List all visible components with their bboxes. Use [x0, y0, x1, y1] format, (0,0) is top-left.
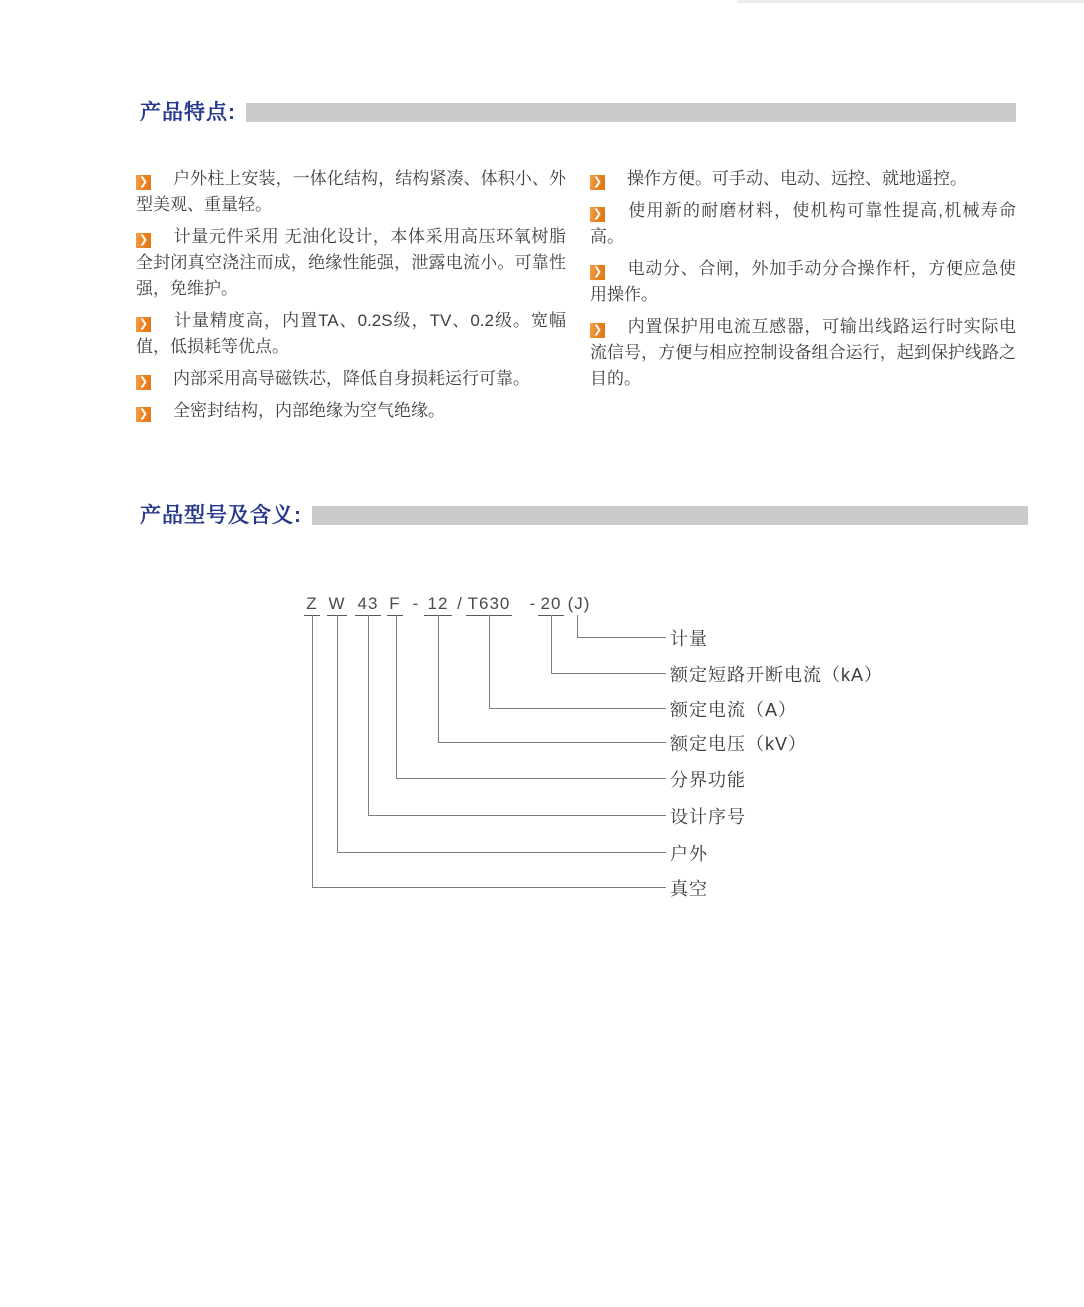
feature-item: [136, 166, 566, 218]
diagram-horizontal-line: [396, 778, 666, 779]
model-code-segment: F: [387, 594, 403, 616]
model-code-segment: W: [327, 594, 347, 616]
chevron-right-icon: ❯: [136, 233, 151, 248]
feature-item: [590, 198, 1016, 250]
diagram-label: 额定电压（kV）: [670, 734, 808, 754]
chevron-right-icon: ❯: [590, 207, 605, 222]
diagram-label: 分界功能: [670, 770, 746, 790]
model-code-segment: /: [457, 594, 463, 613]
features-section-header: [140, 96, 1016, 126]
model-designation-diagram: [280, 588, 1040, 918]
features-right-column: [590, 166, 1016, 430]
diagram-horizontal-line: [577, 637, 666, 638]
feature-item: [590, 314, 1016, 392]
feature-text: 户外柱上安装，一体化结构，结构紧凑、体积小、外型美观、重量轻。: [136, 169, 566, 214]
feature-item: [136, 224, 566, 302]
feature-text: 计量元件采用 无油化设计，本体采用高压环氧树脂全封闭真空浇注而成，绝缘性能强，泄露电流小。可靠性强，免维护。: [136, 227, 566, 298]
diagram-vertical-line: [312, 615, 313, 888]
model-code-segment: 12: [424, 594, 452, 616]
model-section-title: 产品型号及含义:: [140, 504, 302, 527]
features-section-title: 产品特点:: [140, 101, 236, 124]
diagram-label: 户外: [670, 844, 708, 864]
features-columns: [136, 166, 1016, 430]
diagram-vertical-line: [438, 615, 439, 743]
feature-text: 电动分、合闸，外加手动分合操作杆，方便应急使用操作。: [590, 259, 1016, 304]
feature-text: 内置保护用电流互感器，可输出线路运行时实际电流信号，方便与相应控制设备组合运行，起到保护线路之目的。: [590, 317, 1016, 388]
diagram-horizontal-line: [337, 852, 666, 853]
diagram-vertical-line: [368, 615, 369, 816]
model-code-segment: (J): [567, 594, 591, 613]
diagram-vertical-line: [396, 615, 397, 779]
chevron-right-icon: ❯: [590, 175, 605, 190]
diagram-label: 计量: [670, 629, 708, 649]
page-top-strip: [737, 0, 1084, 3]
diagram-vertical-line: [577, 615, 578, 638]
model-code-segment: T630: [466, 594, 512, 616]
diagram-label: 额定短路开断电流（kA）: [670, 665, 884, 685]
model-code-segment: -: [529, 594, 537, 613]
diagram-horizontal-line: [551, 673, 666, 674]
model-section-header: [140, 499, 1028, 529]
diagram-label: 额定电流（A）: [670, 700, 798, 720]
chevron-right-icon: ❯: [136, 407, 151, 422]
model-header-bar: [312, 506, 1028, 525]
feature-item: [590, 256, 1016, 308]
diagram-label: 真空: [670, 879, 708, 899]
feature-item: [136, 308, 566, 360]
diagram-vertical-line: [551, 615, 552, 674]
model-code-segment: 43: [355, 594, 381, 616]
chevron-right-icon: ❯: [136, 317, 151, 332]
diagram-horizontal-line: [312, 887, 666, 888]
chevron-right-icon: ❯: [136, 175, 151, 190]
chevron-right-icon: ❯: [136, 375, 151, 390]
features-header-bar: [246, 103, 1016, 122]
feature-text: 全密封结构，内部绝缘为空气绝缘。: [173, 401, 445, 420]
model-code-segment: 20: [538, 594, 564, 616]
diagram-horizontal-line: [438, 742, 666, 743]
feature-text: 内部采用高导磁铁芯，降低自身损耗运行可靠。: [173, 369, 530, 388]
feature-text: 计量精度高，内置TA、0.2S级，TV、0.2级。宽幅值，低损耗等优点。: [136, 311, 566, 356]
diagram-vertical-line: [489, 615, 490, 709]
feature-text: 使用新的耐磨材料，使机构可靠性提高,机械寿命高。: [590, 201, 1016, 246]
diagram-label: 设计序号: [670, 807, 746, 827]
chevron-right-icon: ❯: [590, 323, 605, 338]
diagram-horizontal-line: [368, 815, 666, 816]
features-left-column: [136, 166, 566, 430]
diagram-vertical-line: [337, 615, 338, 853]
model-code-segment: Z: [304, 594, 320, 616]
chevron-right-icon: ❯: [590, 265, 605, 280]
feature-text: 操作方便。可手动、电动、远控、就地遥控。: [627, 169, 967, 188]
feature-item: [136, 366, 566, 392]
model-code-segment: -: [412, 594, 420, 613]
diagram-horizontal-line: [489, 708, 666, 709]
feature-item: [590, 166, 1016, 192]
feature-item: [136, 398, 566, 424]
